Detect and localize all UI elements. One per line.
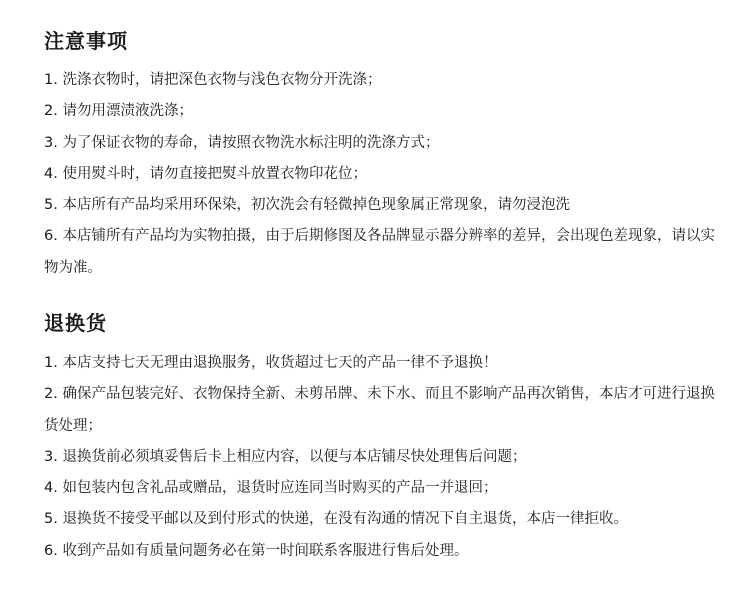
returns-section — [44, 308, 724, 567]
returns-title: 退换货 — [44, 311, 107, 335]
returns-list — [44, 348, 724, 567]
notes-item-3: 3. 为了保证衣物的寿命，请按照衣物洗水标注明的洗涤方式； — [44, 134, 440, 151]
notes-item-2: 2. 请勿用漂渍液洗涤； — [44, 103, 193, 120]
returns-item-6: 6. 收到产品如有质量问题务必在第一时间联系客服进行售后处理。 — [44, 542, 469, 559]
notes-item-1: 1. 洗涤衣物时，请把深色衣物与浅色衣物分开洗涤； — [44, 72, 382, 88]
notes-item-5: 5. 本店所有产品均采用环保染，初次洗会有轻微掉色现象属正常现象，请勿浸泡洗 — [44, 197, 570, 214]
notes-item-6: 6. 本店铺所有产品均为实物拍摄，由于后期修图及各品牌显示器分辨率的差异，会出现色差现象，请以实物为准。 — [44, 228, 715, 276]
returns-item-4: 4. 如包装内包含礼品或赠品，退货时应连同当时购买的产品一并退回； — [44, 480, 498, 497]
notes-item-4: 4. 使用熨斗时，请勿直接把熨斗放置衣物印花位； — [44, 165, 367, 182]
returns-item-2: 2. 确保产品包装完好、衣物保持全新、未剪吊牌、未下水、而且不影响产品再次销售，本店才可进行退换货处理； — [44, 386, 715, 434]
returns-item-5: 5. 退换货不接受平邮以及到付形式的快递，在没有沟通的情况下自主退货，本店一律拒收。 — [44, 511, 628, 528]
notes-section — [44, 26, 724, 284]
notes-list — [44, 65, 724, 284]
notes-title: 注意事项 — [44, 29, 128, 53]
returns-item-1: 1. 本店支持七天无理由退换服务，收货超过七天的产品一律不予退换！ — [44, 355, 498, 371]
returns-item-3: 3. 退换货前必须填妥售后卡上相应内容，以便与本店铺尽快处理售后问题； — [44, 448, 527, 465]
